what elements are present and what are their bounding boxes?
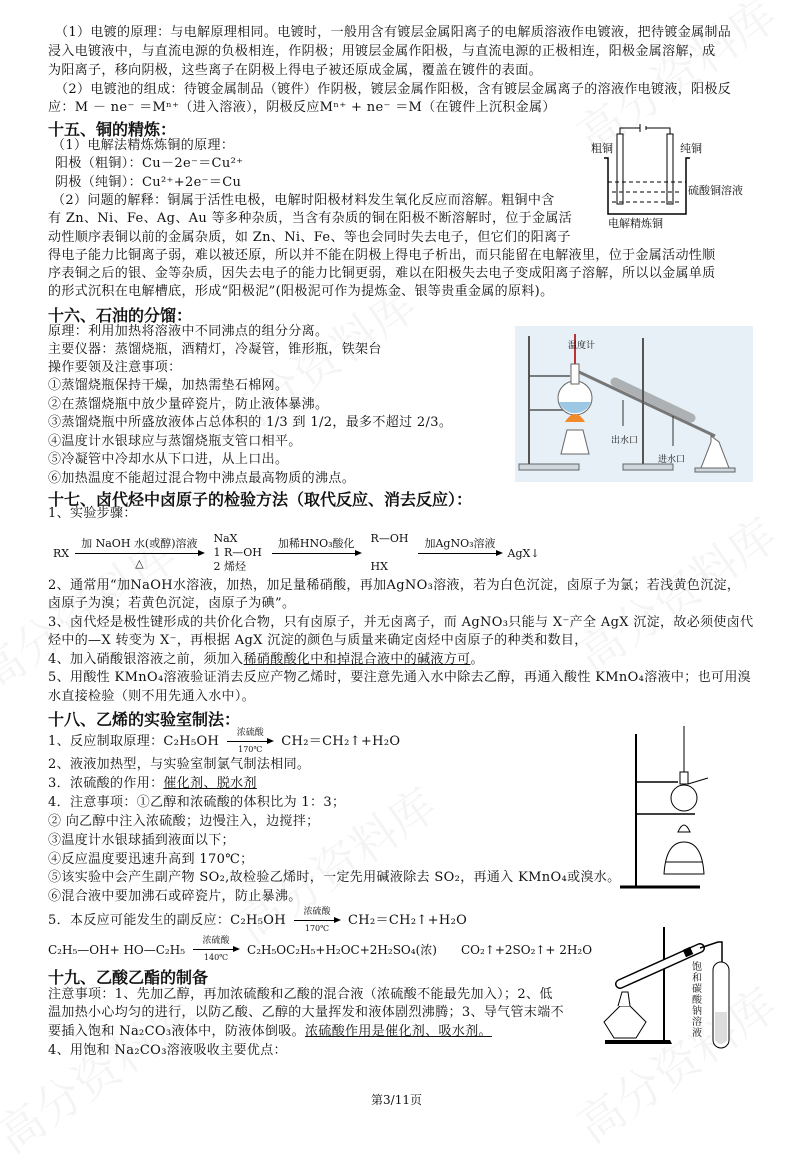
text-line: 4．注意事项：①乙醇和浓硫酸的体积比为 1：3； <box>48 795 346 810</box>
text-line: （2）问题的解释：铜属于活性电极，电解时阳极材料发生氧化反应而溶解。粗铜中含 <box>52 193 555 208</box>
arrow-icon <box>75 553 197 554</box>
arrow-icon <box>272 553 355 554</box>
equation-ether-reaction <box>48 936 592 963</box>
arrow-icon <box>193 949 233 950</box>
text-line: （2）电镀池的组成：待镀金属制品（镀件）作阴极，镀层金属作阳极，含有镀层金属离子的溶液作电镀液，阳极反 <box>55 82 732 97</box>
equation-reactant: 5．本反应可能发生的副反应：C₂H₅OH <box>48 912 286 928</box>
section-heading: 十九、乙酸乙酯的制备 <box>48 968 209 987</box>
figure-caption: 电解精炼铜 <box>608 217 663 230</box>
figure-label: 纯铜 <box>680 142 702 155</box>
text-line: 1、实验步骤： <box>48 506 137 521</box>
text-line: ④反应温度要迅速升高到 170℃； <box>48 852 254 867</box>
section-heading: 十六、石油的分馏： <box>48 306 193 325</box>
text-line: 阳极（粗铜）：Cu－2e⁻＝Cu²⁺ <box>55 156 244 171</box>
figure-label: 粗铜 <box>591 142 613 155</box>
text: 4、加入硝酸银溶液之前，须加入 <box>48 652 244 667</box>
reaction-arrow <box>272 537 361 570</box>
page-number: 第3/11页 <box>371 1093 422 1107</box>
text-line: 应：M － ne⁻ ＝Mⁿ⁺（进入溶液），阴极反应Mⁿ⁺ + ne⁻ ＝M（在镀件上沉积金属） <box>48 100 556 115</box>
text: 要插入饱和 Na₂CO₃液体中，防液体倒吸。 <box>48 1024 305 1039</box>
text-line: ①蒸馏烧瓶保持干燥，加热需垫石棉网。 <box>48 378 289 393</box>
text: 3．浓硫酸的作用： <box>48 776 164 791</box>
scheme-products <box>214 532 262 574</box>
text-line <box>48 775 257 793</box>
text-line: 2、液液加热型，与实验室制氯气制法相同。 <box>48 757 311 772</box>
condition-label: 170℃ <box>304 924 330 933</box>
reaction-arrow <box>75 537 203 570</box>
figure-label: 出水口 <box>611 436 639 446</box>
scheme-product: NaX <box>213 532 238 545</box>
text-line <box>48 1023 492 1041</box>
text-line: 4、用饱和 Na₂CO₃溶液吸收主要优点： <box>48 1043 287 1058</box>
text-line: ⑥混合液中要加沸石或碎瓷片，防止暴沸。 <box>48 889 302 904</box>
text-line <box>48 651 484 669</box>
scheme-product: R—OH <box>370 532 409 545</box>
text-line: （1）电解法精炼炼铜的原理： <box>52 138 235 153</box>
text-line: 得电子能力比铜离子弱，难以被还原，所以并不能在阴极上得电子析出，而只能留在电解液里，位于金属活动性顺 <box>48 248 716 263</box>
scheme-product: 1 R—OH <box>213 546 262 559</box>
section-heading: 十七、卤代烃中卤原子的检验方法（取代反应、消去反应）： <box>48 490 473 509</box>
text-line: 浸入电镀液中，与直流电源的负极相连，作阴极；用镀层金属作阳极，与直流电源的正极相连，阳极金属溶解，成 <box>48 44 716 59</box>
underlined-text: 稀硝酸酸化中和掉混合液中的碱液方可 <box>243 652 471 667</box>
text-line: 注意事项：1、先加乙醇，再加浓硫酸和乙酸的混合液（浓硫酸不能最先加入）；2、低 <box>48 987 553 1002</box>
reaction-condition <box>294 907 340 934</box>
condition-label: 140℃ <box>203 953 229 962</box>
text-line: ⑥加热温度不能超过混合物中沸点最高物质的沸点。 <box>48 471 356 486</box>
text-line: 烃中的—X 转变为 X⁻，再根据 AgX 沉淀的颜色与质量来确定卤烃中卤原子的种类和数目， <box>48 633 588 648</box>
text: 。 <box>470 652 484 667</box>
text-line: ③温度计水银球插到液面以下； <box>48 833 235 848</box>
figure-label: 饱和碳酸钠溶液 <box>692 962 702 1039</box>
scheme-product: HX <box>370 560 388 573</box>
scheme-product: 2 烯烃 <box>213 560 246 573</box>
section-heading: 十五、铜的精炼： <box>48 120 177 139</box>
text-line: ⑤冷凝管中冷却水从下口进，从上口出。 <box>48 452 289 467</box>
figure-label: 硫酸铜溶液 <box>688 184 743 197</box>
condition-label: 170℃ <box>238 745 263 754</box>
arrow-label: 加稀HNO₃酸化 <box>277 536 355 550</box>
text-line: 操作要领及注意事项： <box>48 360 182 375</box>
reaction-condition <box>227 728 273 755</box>
scheme-start: RX <box>53 546 70 560</box>
text-line: 水直接检验（则不用先通入水中）。 <box>48 689 256 704</box>
text-line: ④温度计水银球应与蒸馏烧瓶支管口相平。 <box>48 434 302 449</box>
scheme-end: AgX↓ <box>507 546 540 560</box>
condition-label: 浓硫酸 <box>236 728 264 738</box>
text-line: 温加热小心均匀的进行，以防乙酸、乙醇的大量挥发和液体剧烈沸腾；3、导气管末端不 <box>48 1005 564 1020</box>
text-line: 原理：利用加热将溶液中不同沸点的组分分离。 <box>48 324 329 339</box>
condition-label: 浓硫酸 <box>202 936 230 946</box>
arrow-icon <box>227 741 267 742</box>
text-line: （1）电镀的原理：与电解原理相同。电镀时，一般用含有镀层金属阳离子的电解质溶液作电镀液，把待镀金属制品 <box>55 25 732 40</box>
text-line: 阴极（纯铜）：Cu²⁺+2e⁻＝Cu <box>55 175 242 190</box>
arrow-label: 加AgNO₃溶液 <box>424 536 496 550</box>
text-line: 的形式沉积在电解槽底，形成“阳极泥”(阳极泥可作为提炼金、银等贵重金属的原料)。 <box>48 284 554 299</box>
equation-product: CO₂↑+2SO₂↑+ 2H₂O <box>460 942 593 957</box>
underlined-text: 催化剂、脱水剂 <box>163 776 257 791</box>
equation-reactant: 1、反应制取原理：C₂H₅OH <box>48 733 220 749</box>
equation-product: C₂H₅OC₂H₅+H₂OC+2H₂SO₄(浓) <box>247 942 437 957</box>
figure-label: 温度计 <box>568 341 596 351</box>
condition-label: 浓硫酸 <box>303 907 331 917</box>
equation-reactant: C₂H₅—OH+ HO—C₂H₅ <box>48 942 186 957</box>
equation-main-reaction <box>48 728 400 755</box>
text-line: 5、用酸性 KMnO₄溶液验证消去反应产物乙烯时，要注意先通入水中除去乙醇，再通入酸性 KMnO₄溶液中；也可用溴 <box>48 670 752 685</box>
halide-test-scheme <box>53 532 540 574</box>
reaction-condition <box>193 936 239 963</box>
underlined-text: 浓硫酸作用是催化剂、吸水剂。 <box>305 1024 492 1039</box>
text-line: 有 Zn、Ni、Fe、Ag、Au 等多种杂质，当含有杂质的铜在阳极不断溶解时，位于金属活 <box>48 211 573 226</box>
text-line: 3、卤代烃是极性键形成的共价化合物，只有卤原子，并无卤离子，而 AgNO₃只能与 X⁻产全 AgX 沉淀，故必须使卤代 <box>48 615 754 630</box>
section-heading: 十八、乙烯的实验室制法： <box>48 710 241 729</box>
text-line: ⑤该实验中会产生副产物 SO₂,故检验乙烯时，一定先用碱液除去 SO₂，再通入 KMnO₄或溴水。 <box>48 870 621 885</box>
arrow-icon <box>294 920 334 921</box>
text-line: 卤原子为溴；若黄色沉淀，卤原子为碘”。 <box>48 596 296 611</box>
equation-side-reaction <box>48 907 467 934</box>
text-line: ② 向乙醇中注入浓硫酸；边慢注入，边搅拌； <box>48 814 320 829</box>
scheme-products <box>371 532 409 574</box>
figure-label: 进水口 <box>658 455 686 465</box>
text-line: ③蒸馏烧瓶中所盛放液体占总体积的 1/3 到 1/2，最多不超过 2/3。 <box>48 415 453 430</box>
text-line: 为阳离子，移向阴极，这些离子在阴极上得电子被还原成金属，覆盖在镀件的表面。 <box>48 63 542 78</box>
text-line: 序表铜之后的银、金等杂质，因失去电子的能力比铜更弱，难以在阳极失去电子变成阳离子溶解，所以以金属单质 <box>48 266 716 281</box>
arrow-icon <box>418 553 495 554</box>
text-line: 2、通常用“加NaOH水溶液，加热，加足量稀硝酸，再加AgNO₃溶液，若为白色沉淀，卤原子为氯；若浅黄色沉淀， <box>48 578 741 593</box>
equation-product: CH₂＝CH₂↑+H₂O <box>281 733 401 749</box>
reaction-arrow <box>418 537 501 570</box>
text-line: 主要仪器：蒸馏烧瓶，酒精灯，冷凝管，锥形瓶，铁架台 <box>48 342 382 357</box>
text-line: 动性顺序表铜以前的金属杂质，如 Zn、Ni、Fe、等也会同时失去电子，但它们的阳离子 <box>48 230 571 245</box>
arrow-label: 加 NaOH 水(或醇)溶液 <box>81 536 198 550</box>
text-line: ②在蒸馏烧瓶中放少量碎瓷片，防止液体暴沸。 <box>48 397 329 412</box>
equation-product: CH₂＝CH₂↑+H₂O <box>347 912 468 928</box>
arrow-label: △ <box>135 556 144 570</box>
